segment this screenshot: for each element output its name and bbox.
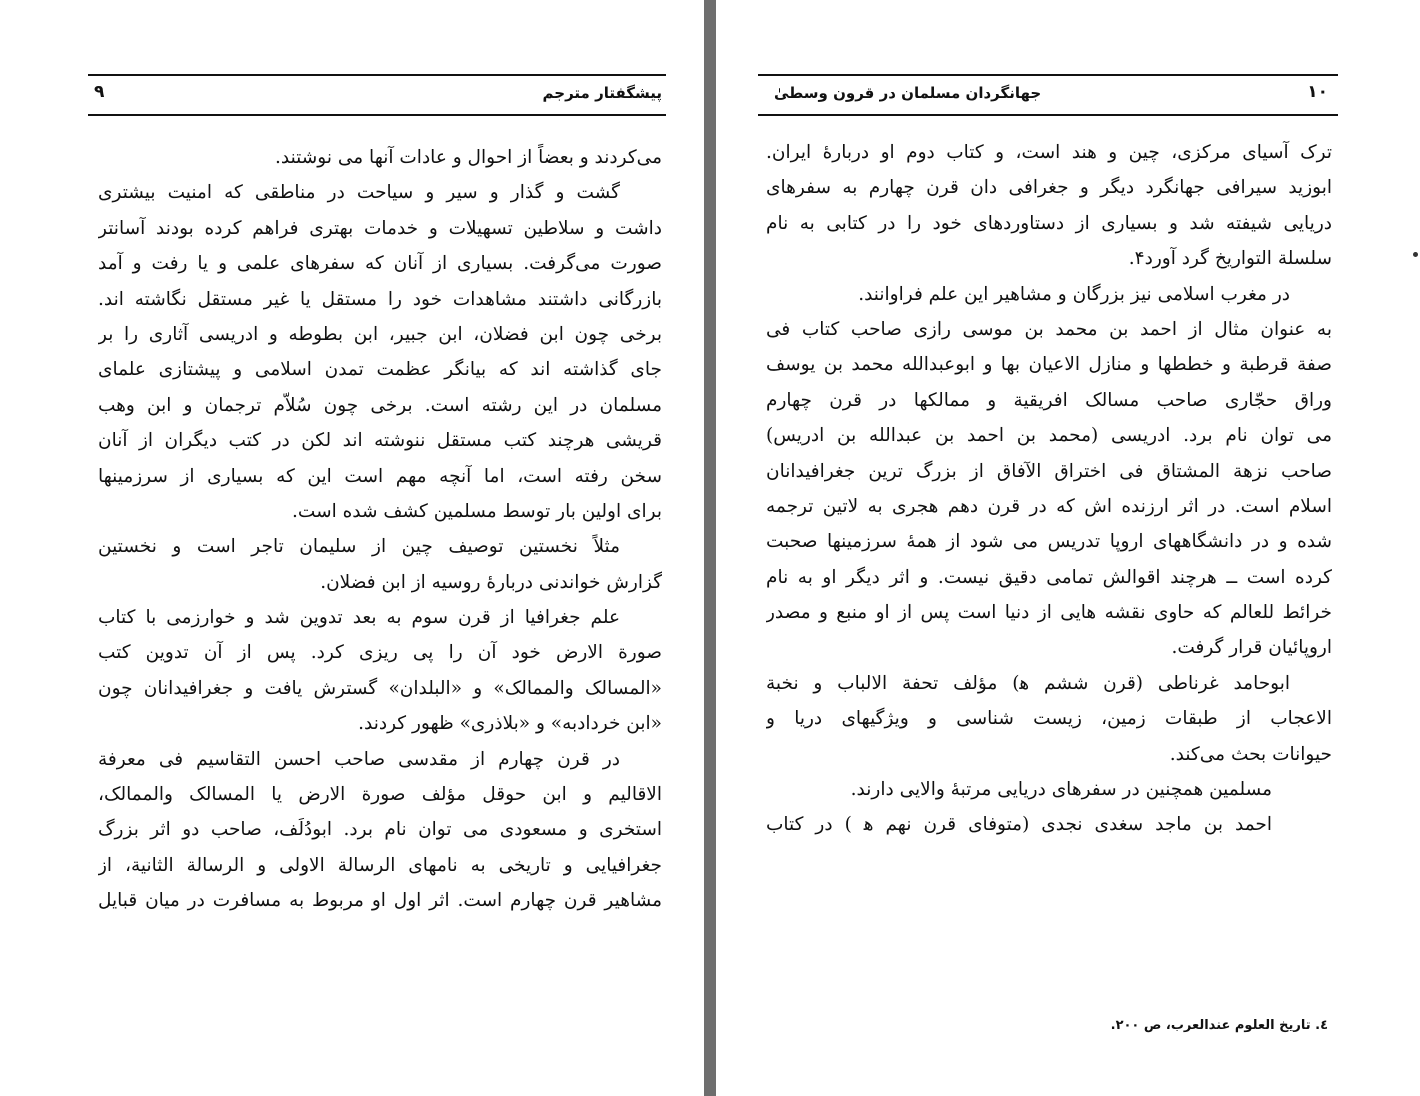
text-line: جغرافیایی و تاریخی به نامهای الرسالة الاولی و الرسالة الثانیة، از: [98, 854, 662, 876]
left-page-number: ۹: [94, 82, 105, 102]
text-line: کرده است ــ هرچند اقوالش تمامی دقیق نیست. و اثر دیگر او به نام: [766, 566, 1332, 588]
text-line: «ابن خردادبه» و «بلاذری» ظهور کردند.: [358, 713, 662, 735]
text-line: برخی چون ابن فضلان، ابن جبیر، ابن بطوطه و ادریسی آثاری را بر: [98, 323, 662, 345]
footnote: ٤. تاریخ العلوم عندالعرب، ص ۲۰۰.: [1110, 1018, 1328, 1033]
text-line: صورة الارض خود آن را پی ریزی کرد. پس از آن تدوین کتب: [98, 642, 662, 664]
text-line: می‌کردند و بعضاً از احوال و عادات آنها می نوشتند.: [275, 147, 662, 168]
book-spine: [704, 0, 716, 1096]
text-line: صورت می‌گرفت. بسیاری از آنان که سفرهای علمی و یا رفت و آمد: [98, 253, 662, 275]
text-line: مسلمین همچنین در سفرهای دریایی مرتبهٔ والایی دارند.: [850, 779, 1272, 801]
text-line: صفة قرطبة و خططها و منازل الاعیان بها و ابوعبدالله محمد بن یوسف: [766, 354, 1332, 376]
text-line: در مغرب اسلامی نیز بزرگان و مشاهیر این علم فراوانند.: [858, 283, 1290, 305]
text-line: وراق حجّاری صاحب مسالک افریقیة و ممالکها در قرن چهارم: [766, 389, 1332, 411]
text-line: بازرگانی داشتند مشاهدات خود را مستقل یا غیر مستقل نگاشته اند.: [98, 288, 662, 310]
text-line: گزارش خواندنی دربارهٔ روسیه از ابن فضلان.: [320, 571, 662, 593]
text-line: سخن رفته است، اما آنچه مهم است این که بسیاری از سرزمینها: [98, 465, 662, 487]
text-line: استخری و مسعودی می توان نام برد. ابودُلَف، صاحب دو اثر بزرگ: [98, 819, 662, 841]
text-line: حیوانات بحث می‌کند.: [1169, 743, 1332, 765]
text-line: ابوحامد غرناطی (قرن ششم ﻫ) مؤلف تحفة الالباب و نخبة: [766, 672, 1290, 694]
text-line: شده و در دانشگاههای اروپا تدریس می شود از همهٔ سرزمینها صحبت: [766, 531, 1332, 553]
right-body-text: [766, 135, 1332, 843]
text-line: صاحب نزهة المشتاق فی اختراق الآفاق از بزرگ ترین جغرافیدانان: [766, 460, 1332, 482]
text-line: مشاهیر قرن چهارم است. اثر اول او مربوط به مسافرت در میان قبایل: [98, 890, 662, 912]
right-header-title: جهانگردان مسلمان در قرون وسطیٰ: [774, 84, 1042, 102]
text-line: اروپائیان قرار گرفت.: [1171, 637, 1332, 659]
left-body-text: [98, 140, 662, 919]
text-line: علم جغرافیا از قرن سوم به بعد تدوین شد و خوارزمی با کتاب: [98, 607, 620, 629]
text-line: الاقالیم و ابن حوقل مؤلف صورة الارض یا المسالک والممالک،: [98, 784, 662, 806]
right-page: [716, 0, 1420, 1096]
text-line: خرائط للعالم که حاوی نقشه هایی از دنیا است پس از او منبع و مصدر: [766, 602, 1332, 624]
text-line: مسلمان در این رشته است. برخی چون سُلاّم ترجمان و ابن وهب: [98, 394, 662, 416]
text-line: الاعجاب از طبقات زمین، زیست شناسی و ویژگیهای دریا و: [766, 708, 1332, 730]
left-page: [0, 0, 704, 1096]
left-header-title: پیشگفتار مترجم: [542, 84, 662, 102]
text-line: اسلام است. در اثر ارزنده اش که در قرن دهم هجری به لاتین ترجمه: [766, 495, 1332, 517]
text-line: «المسالک والممالک» و «البلدان» گسترش یافت و جغرافیدانان چون: [98, 677, 662, 699]
right-page-header: [758, 74, 1338, 116]
text-line: احمد بن ماجد سغدی نجدی (متوفای قرن نهم ﻫ ) در کتاب: [766, 814, 1272, 836]
left-page-header: [88, 74, 666, 116]
text-line: گشت و گذار و سیر و سیاحت در مناطقی که امنیت بیشتری: [98, 182, 620, 204]
text-line: سلسلة التواریخ گرد آورد۴.: [1128, 248, 1332, 270]
text-line: جای گذاشته اند که بیانگر عظمت تمدن اسلامی و پیشتازی علمای: [98, 359, 662, 381]
text-line: ابوزید سیرافی جهانگرد دیگر و جغرافی دان قرن چهارم به سفرهای: [766, 177, 1332, 199]
text-line: مثلاً نخستین توصیف چین از سلیمان تاجر است و نخستین: [98, 536, 620, 558]
text-line: به عنوان مثال از احمد بن محمد بن موسی رازی صاحب کتاب فی: [766, 318, 1332, 340]
text-line: ترک آسیای مرکزی، چین و هند است، و کتاب دوم او دربارهٔ ایران.: [766, 142, 1332, 163]
page-edge-mark: [1413, 252, 1418, 257]
right-page-number: ۱۰: [1307, 82, 1328, 102]
text-line: می توان نام برد. ادریسی (محمد بن احمد بن عبدالله بن ادریس): [766, 425, 1332, 447]
text-line: برای اولین بار توسط مسلمین کشف شده است.: [292, 500, 662, 522]
text-line: در قرن چهارم از مقدسی صاحب احسن التقاسیم فی معرفة: [98, 748, 620, 770]
text-line: داشت و سلاطین تسهیلات و خدمات بهتری فراهم کرده بودند آسانتر: [98, 217, 662, 239]
text-line: دریایی شیفته شد و بسیاری از دستاوردهای خود را در کتابی به نام: [766, 212, 1332, 234]
text-line: قریشی هرچند کتب مستقل ننوشته اند لکن در کتب دیگران از آنان: [98, 430, 662, 452]
